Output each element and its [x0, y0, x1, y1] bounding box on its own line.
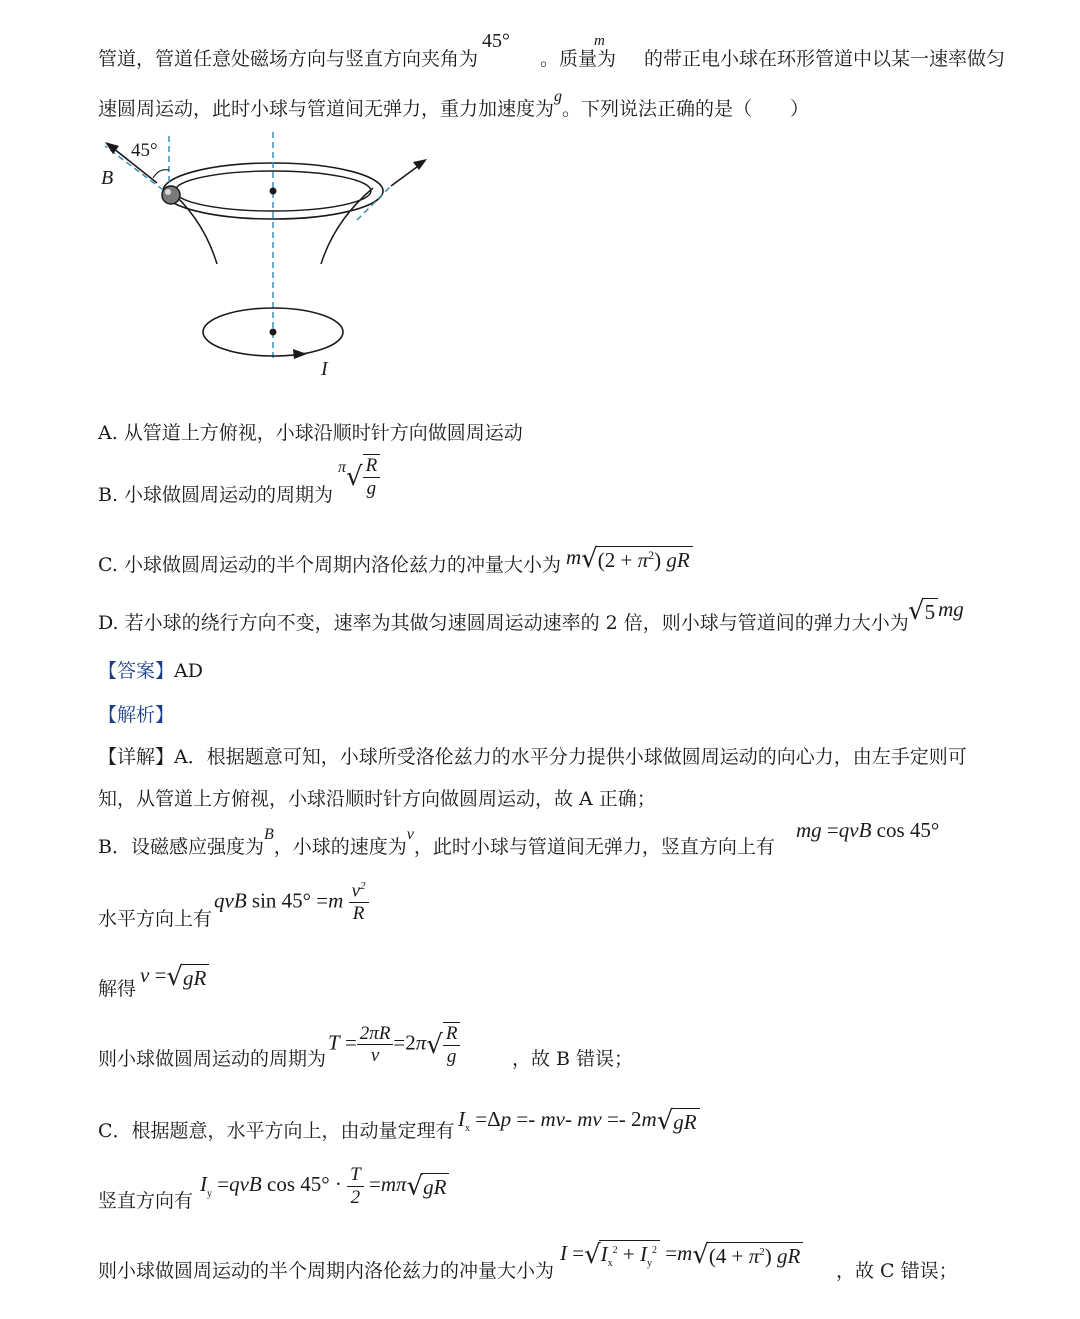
- field-arrow-right: [391, 164, 421, 186]
- mass-symbol: m: [594, 33, 605, 49]
- detail-a-line-1: [98, 748, 967, 767]
- detail-text: 解得: [98, 978, 137, 1000]
- analysis-tag: 【解析】: [98, 704, 175, 726]
- velocity-result: v =√gR: [140, 962, 209, 992]
- i-label: I: [321, 358, 328, 380]
- question-text: 管道，管道任意处磁场方向与竖直方向夹角为: [98, 48, 479, 70]
- b-label: B: [101, 167, 114, 189]
- option-d: [98, 614, 909, 633]
- question-line-2: [98, 88, 810, 120]
- detail-a-line-2: [98, 790, 656, 809]
- option-b: [98, 486, 333, 505]
- angle-label: 45°: [131, 140, 158, 161]
- detail-text: 水平方向上有: [98, 908, 213, 930]
- question-text: 。下列说法正确的是（ ）: [562, 98, 810, 120]
- detail-c-line-3: [98, 1262, 958, 1281]
- detail-text: 竖直方向有: [98, 1190, 194, 1212]
- detail-b-line-3: [98, 980, 136, 999]
- detail-text: 则小球做圆周运动的周期为: [98, 1048, 327, 1070]
- answer-tag: 【答案】: [98, 660, 175, 682]
- option-a: [98, 424, 523, 443]
- b-symbol: B: [263, 826, 274, 843]
- detail-b-line-1: [98, 826, 775, 858]
- option-d-formula: √5 mg: [908, 596, 964, 626]
- funnel-right-side: [321, 188, 373, 264]
- current-arrowhead: [293, 349, 307, 359]
- detail-text: ，小球的速度为: [273, 836, 407, 858]
- total-impulse-equation: $I =√I_x^2 + I_y^2 =m√(4 + \pi^2)$ gR: [560, 1240, 803, 1270]
- option-b-text: B. 小球做圆周运动的周期为: [98, 484, 334, 506]
- physics-figure: [95, 128, 455, 388]
- loop-center-dot: [270, 329, 277, 336]
- answer-line: [98, 662, 203, 681]
- option-d-text: D. 若小球的绕行方向不变，速率为其做匀速圆周运动速率的 2 倍，则小球与管道间的弹力大小为: [98, 612, 909, 634]
- detail-text: A．根据题意可知，小球所受洛伦兹力的水平分力提供小球做圆周运动的向心力，由左手定则可: [174, 746, 967, 768]
- question-text: 。质量为: [540, 48, 617, 70]
- detail-c-line-2: [98, 1192, 193, 1211]
- detail-text: C．根据题意，水平方向上，由动量定理有: [98, 1120, 455, 1142]
- angle-value: 45°: [482, 30, 510, 52]
- answer-value: AD: [174, 660, 203, 682]
- question-text: 速圆周运动，此时小球与管道间无弹力，重力加速度为: [98, 98, 555, 120]
- detail-text: B．设磁感应强度为: [98, 836, 264, 858]
- vertical-balance-equation: mg =qvB cos 45°: [796, 818, 940, 842]
- ring-center-dot: [270, 188, 277, 195]
- option-a-text: A. 从管道上方俯视，小球沿顺时针方向做圆周运动: [98, 422, 523, 444]
- question-text: 的带正电小球在环形管道中以某一速率做匀: [644, 48, 1006, 70]
- detail-text: ，故 B 错误；: [512, 1048, 634, 1070]
- horizontal-force-equation: qvB sin 45° =m $\frac{v^2}{R}$: [214, 880, 369, 925]
- vertical-impulse-equation: $I_y =qvB$ cos 45° · $\frac{T}{2}$ =mπ√gR: [200, 1164, 449, 1209]
- option-c-formula: $m√(2 + \pi^2)$ gR: [566, 544, 693, 574]
- question-line-1: [98, 50, 1005, 69]
- detail-text: 知，从管道上方俯视，小球沿顺时针方向做圆周运动，故 A 正确；: [98, 788, 656, 810]
- charged-ball: [162, 186, 180, 204]
- horizontal-impulse-equation: $I_x =\Delta p =- mv-$ mv =- 2m√gR: [458, 1106, 700, 1136]
- detail-text: ，此时小球与管道间无弹力，竖直方向上有: [413, 836, 775, 858]
- analysis-line: [98, 706, 174, 725]
- detail-tag: 【详解】: [98, 746, 175, 768]
- detail-text: ，故 C 错误；: [836, 1260, 958, 1282]
- option-b-formula: $^\pi$√ $\frac{R}{g}$: [338, 454, 380, 500]
- option-c-text: C. 小球做圆周运动的半个周期内洛伦兹力的冲量大小为: [98, 554, 561, 576]
- detail-c-line-1: [98, 1122, 455, 1141]
- v-symbol: v: [406, 826, 414, 843]
- detail-b-line-2: [98, 910, 212, 929]
- detail-text: 则小球做圆周运动的半个周期内洛伦兹力的冲量大小为: [98, 1260, 555, 1282]
- angle-arc: [153, 170, 169, 178]
- option-c: [98, 556, 561, 575]
- field-line-right: [357, 186, 391, 220]
- gravity-symbol: g: [554, 88, 563, 105]
- arrowhead-left: [105, 142, 119, 154]
- period-equation: T = $\frac{2\pi R}{v}$ =2π√ $\frac{R}{g}$: [328, 1022, 460, 1068]
